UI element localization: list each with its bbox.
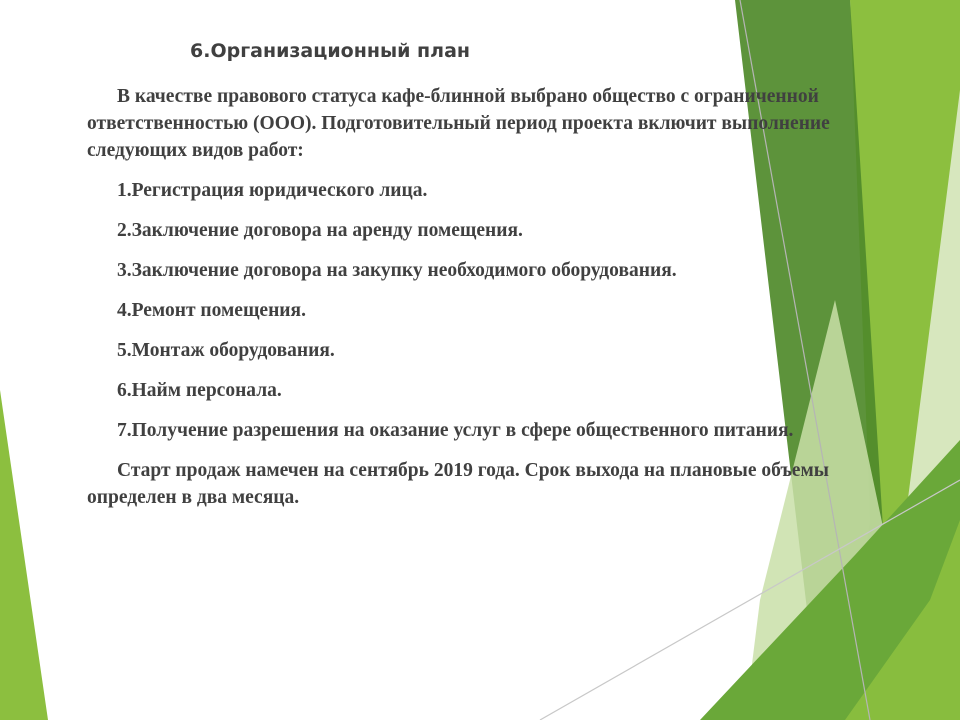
list-item-lease-contract: 2.Заключение договора на аренду помещения. (117, 220, 523, 241)
closing-paragraph: Старт продаж намечен на сентябрь 2019 года. Срок выхода на плановые объемы определен в два месяца. (87, 460, 829, 508)
left-green-sliver (0, 390, 48, 720)
list-item-renovation: 4.Ремонт помещения. (117, 300, 306, 321)
list-item-permit: 7.Получение разрешения на оказание услуг в сфере общественного питания. (117, 420, 794, 441)
slide-title: 6.Организационный план (190, 40, 471, 62)
list-item-registration: 1.Регистрация юридического лица. (117, 180, 428, 201)
intro-paragraph: В качестве правового статуса кафе-блинной выбрано общество с ограниченной ответственностью (ООО). Подготовительный период проекта включит выполнение следующих видов работ: (87, 86, 830, 161)
list-item-hiring: 6.Найм персонала. (117, 380, 282, 401)
slide-body (87, 83, 857, 524)
list-item-equipment-contract: 3.Заключение договора на закупку необходимого оборудования. (117, 260, 677, 281)
list-item-installation: 5.Монтаж оборудования. (117, 340, 335, 361)
